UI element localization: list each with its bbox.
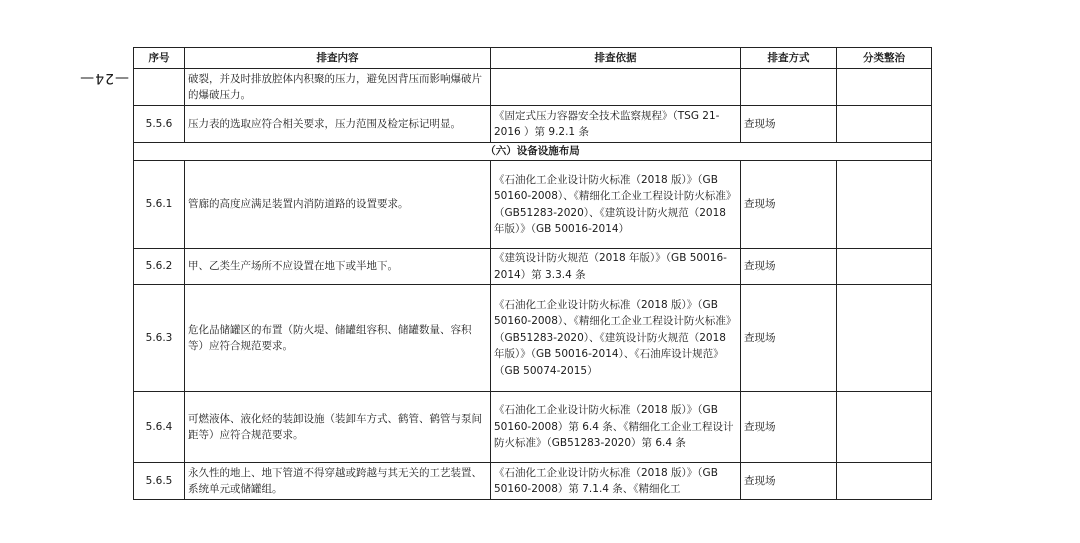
- row-basis: 《建筑设计防火规范（2018 年版）》（GB 50016-2014）第 3.3.4 条: [491, 249, 741, 285]
- row-id: 5.6.5: [134, 463, 185, 500]
- row-basis: 《石油化工企业设计防火标准（2018 版）》（GB 50160-2008）第 6.4 条、《精细化工企业工程设计防火标准》（GB51283-2020）第 6.4 条: [491, 392, 741, 463]
- section-title: （六）设备设施布局: [134, 143, 932, 161]
- header-content: 排查内容: [185, 48, 491, 69]
- row-fix: [837, 161, 932, 249]
- table-row: [134, 285, 932, 392]
- row-method: 查现场: [741, 106, 837, 143]
- table-row: [134, 161, 932, 249]
- table-row: [134, 69, 932, 106]
- row-fix: [837, 106, 932, 143]
- row-basis: 《固定式压力容器安全技术监察规程》（TSG 21-2016 ）第 9.2.1 条: [491, 106, 741, 143]
- row-method: 查现场: [741, 285, 837, 392]
- row-content: 可燃液体、液化烃的装卸设施（装卸车方式、鹤管、鹤管与泵间距等）应符合规范要求。: [185, 392, 491, 463]
- row-content: 甲、乙类生产场所不应设置在地下或半地下。: [185, 249, 491, 285]
- table-row: [134, 106, 932, 143]
- row-content: 压力表的选取应符合相关要求，压力范围及检定标记明显。: [185, 106, 491, 143]
- row-basis: 《石油化工企业设计防火标准（2018 版）》（GB 50160-2008）第 7.1.4 条、《精细化工: [491, 463, 741, 500]
- row-id: 5.6.4: [134, 392, 185, 463]
- table-row: [134, 249, 932, 285]
- inspection-table: [133, 47, 932, 500]
- row-id: 5.5.6: [134, 106, 185, 143]
- row-basis: 《石油化工企业设计防火标准（2018 版）》（GB 50160-2008）、《精细化工企业工程设计防火标准》（GB51283-2020）、《建筑设计防火规范（2018 年版）》（GB 50016-2014）: [491, 161, 741, 249]
- row-method: 查现场: [741, 161, 837, 249]
- header-row: [134, 48, 932, 69]
- row-content: 破裂，并及时排放腔体内积聚的压力，避免因背压而影响爆破片的爆破压力。: [185, 69, 491, 106]
- row-basis: 《石油化工企业设计防火标准（2018 版）》（GB 50160-2008）、《精细化工企业工程设计防火标准》（GB51283-2020）、《建筑设计防火规范（2018 年版）》（GB 50016-2014）、《石油库设计规范》（GB 50074-2015）: [491, 285, 741, 392]
- header-fix: 分类整治: [837, 48, 932, 69]
- row-content: 永久性的地上、地下管道不得穿越或跨越与其无关的工艺装置、系统单元或储罐组。: [185, 463, 491, 500]
- row-fix: [837, 392, 932, 463]
- row-method: 查现场: [741, 249, 837, 285]
- row-method: 查现场: [741, 463, 837, 500]
- row-fix: [837, 249, 932, 285]
- row-method: [741, 69, 837, 106]
- row-id: 5.6.1: [134, 161, 185, 249]
- header-id: 序号: [134, 48, 185, 69]
- section-row: [134, 143, 932, 161]
- row-fix: [837, 463, 932, 500]
- header-basis: 排查依据: [491, 48, 741, 69]
- header-method: 排查方式: [741, 48, 837, 69]
- row-content: 危化品储罐区的布置（防火堤、储罐组容积、储罐数量、容积等）应符合规范要求。: [185, 285, 491, 392]
- row-method: 查现场: [741, 392, 837, 463]
- table-row: [134, 463, 932, 500]
- row-id: [134, 69, 185, 106]
- row-content: 管廊的高度应满足装置内消防道路的设置要求。: [185, 161, 491, 249]
- row-fix: [837, 285, 932, 392]
- row-basis: [491, 69, 741, 106]
- page-number: —24—: [79, 70, 129, 86]
- row-id: 5.6.3: [134, 285, 185, 392]
- table-row: [134, 392, 932, 463]
- row-fix: [837, 69, 932, 106]
- row-id: 5.6.2: [134, 249, 185, 285]
